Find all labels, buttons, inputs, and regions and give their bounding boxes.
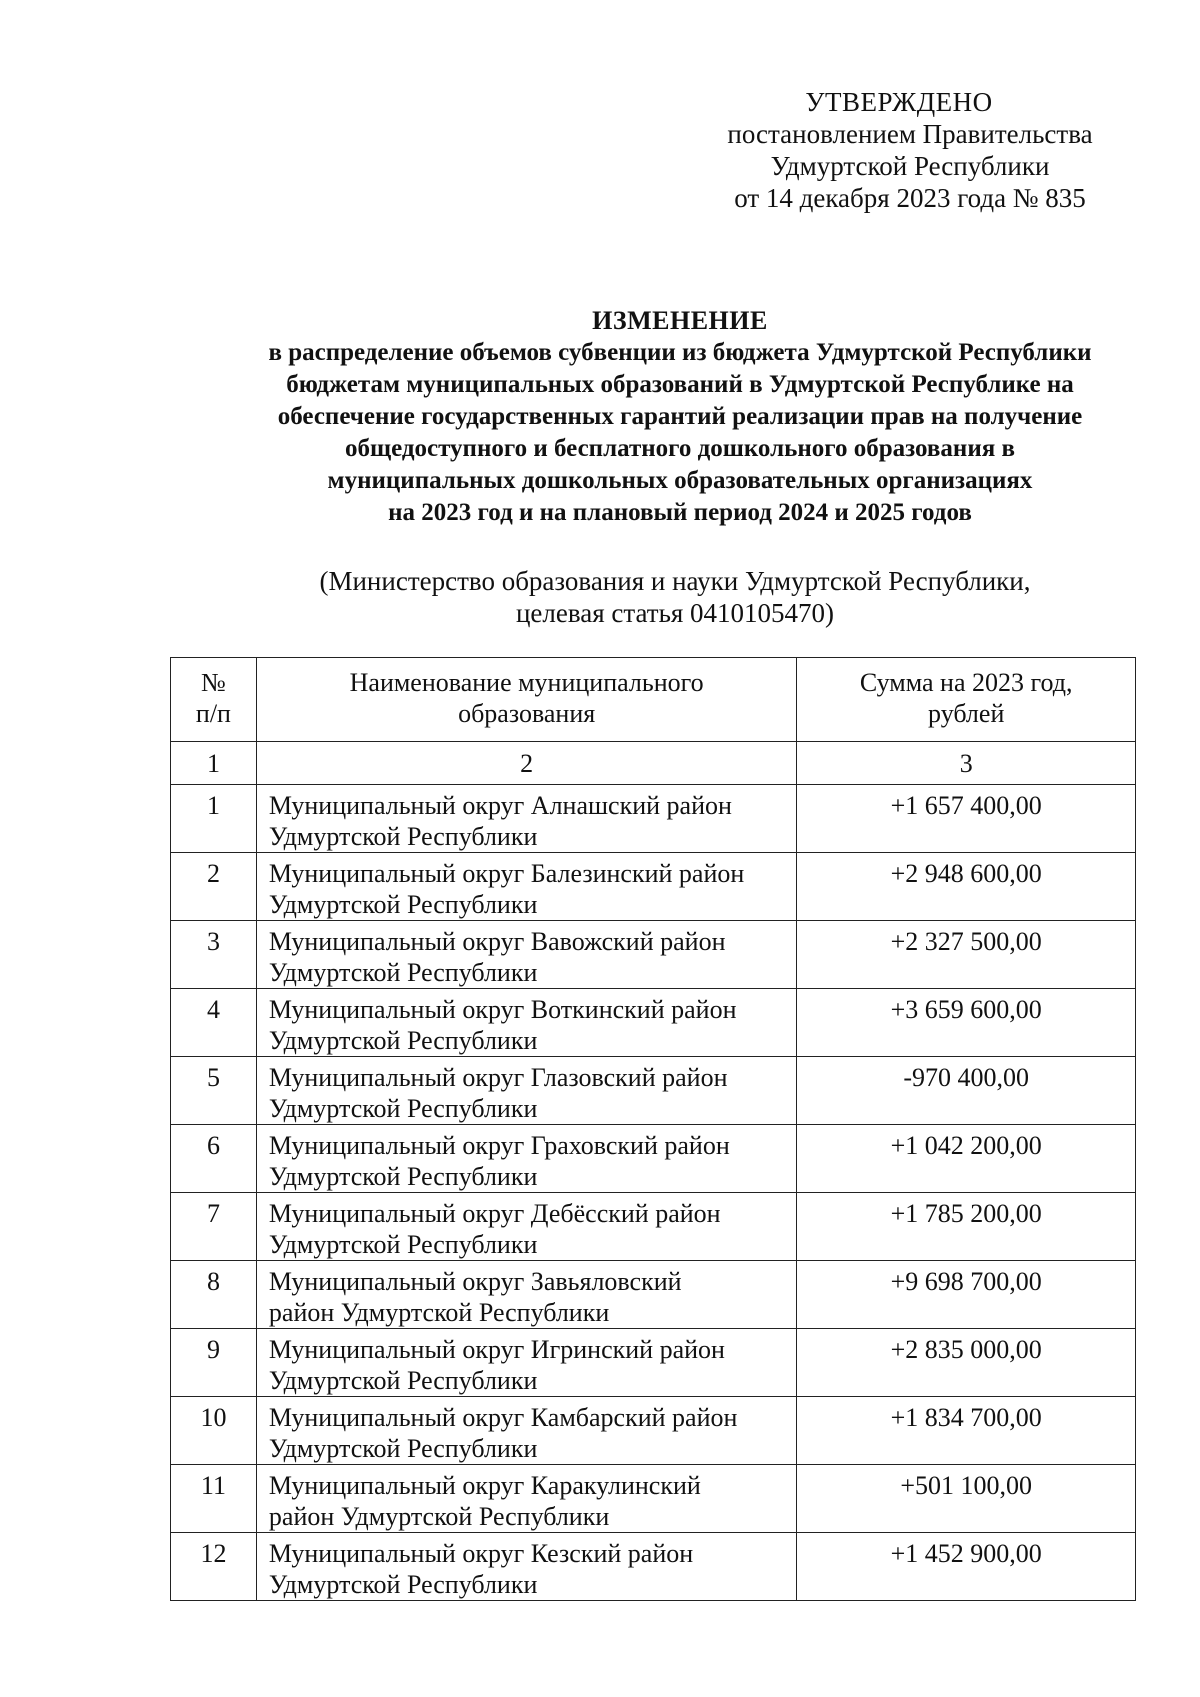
row-number: 2	[171, 853, 257, 921]
header-sum-line-1: Сумма на 2023 год,	[859, 668, 1073, 697]
row-number: 1	[171, 785, 257, 853]
subvention-amount: +2 948 600,00	[797, 853, 1136, 921]
title-line: обеспечение государственных гарантий реализации прав на получение	[277, 403, 1083, 430]
table-row	[171, 1057, 1136, 1125]
table-row	[171, 921, 1136, 989]
title-heading: ИЗМЕНЕНИЕ	[592, 306, 768, 335]
table-row	[171, 1125, 1136, 1193]
municipality-name	[256, 1057, 796, 1125]
table-row	[171, 1261, 1136, 1329]
municipality-name-line-2: Удмуртской Республики	[268, 1366, 538, 1395]
table-header-row	[171, 658, 1136, 742]
header-sum-line-2: рублей	[928, 699, 1005, 728]
municipality-name-line-1: Муниципальный округ Завьяловский	[268, 1267, 682, 1296]
subvention-table	[170, 657, 1136, 1601]
subvention-amount: +501 100,00	[797, 1465, 1136, 1533]
municipality-name-line-1: Муниципальный округ Дебёсский район	[268, 1199, 721, 1228]
municipality-name-line-2: Удмуртской Республики	[268, 1230, 538, 1259]
approval-stamp-title: УТВЕРЖДЕНО	[805, 87, 993, 117]
municipality-name	[256, 989, 796, 1057]
header-number-line-2: п/п	[195, 699, 231, 728]
row-number: 5	[171, 1057, 257, 1125]
column-number: 1	[171, 742, 257, 785]
municipality-name	[256, 785, 796, 853]
table-row	[171, 1193, 1136, 1261]
row-number: 4	[171, 989, 257, 1057]
approval-line-3: от 14 декабря 2023 года № 835	[734, 183, 1086, 213]
municipality-name-line-1: Муниципальный округ Камбарский район	[268, 1403, 738, 1432]
column-number: 3	[797, 742, 1136, 785]
title-line: на 2023 год и на плановый период 2024 и 2025 годов	[388, 499, 972, 526]
table-row	[171, 853, 1136, 921]
municipality-name-line-1: Муниципальный округ Балезинский район	[268, 859, 745, 888]
municipality-name-line-2: Удмуртской Республики	[268, 1570, 538, 1599]
table-row	[171, 1533, 1136, 1601]
municipality-name-line-1: Муниципальный округ Глазовский район	[268, 1063, 728, 1092]
subvention-amount: +1 042 200,00	[797, 1125, 1136, 1193]
municipality-name-line-2: район Удмуртской Республики	[268, 1298, 610, 1327]
municipality-name-line-2: Удмуртской Республики	[268, 822, 538, 851]
municipality-name	[256, 1261, 796, 1329]
header-number-line-1: №	[201, 668, 226, 697]
municipality-name-line-1: Муниципальный округ Каракулинский	[268, 1471, 701, 1500]
subvention-amount: +3 659 600,00	[797, 989, 1136, 1057]
row-number: 12	[171, 1533, 257, 1601]
municipality-name-line-1: Муниципальный округ Граховский район	[268, 1131, 730, 1160]
table-row	[171, 785, 1136, 853]
table-row	[171, 1397, 1136, 1465]
municipality-name-line-2: Удмуртской Республики	[268, 1162, 538, 1191]
subvention-amount: +2 835 000,00	[797, 1329, 1136, 1397]
municipality-name	[256, 1329, 796, 1397]
title-line: бюджетам муниципальных образований в Удмуртской Республике на	[286, 371, 1074, 398]
subvention-amount: +2 327 500,00	[797, 921, 1136, 989]
table-row	[171, 989, 1136, 1057]
header-sum	[797, 658, 1136, 742]
municipality-name	[256, 853, 796, 921]
municipality-name-line-1: Муниципальный округ Игринский район	[268, 1335, 725, 1364]
subvention-amount: +1 834 700,00	[797, 1397, 1136, 1465]
row-number: 8	[171, 1261, 257, 1329]
municipality-name	[256, 1465, 796, 1533]
municipality-name-line-2: район Удмуртской Республики	[268, 1502, 610, 1531]
row-number: 11	[171, 1465, 257, 1533]
header-name-line-1: Наименование муниципального	[349, 668, 704, 697]
header-number	[171, 658, 257, 742]
table-row	[171, 1465, 1136, 1533]
subvention-amount: -970 400,00	[797, 1057, 1136, 1125]
municipality-name	[256, 1193, 796, 1261]
municipality-name	[256, 1125, 796, 1193]
table-row	[171, 1329, 1136, 1397]
approval-line-1: постановлением Правительства	[727, 119, 1093, 149]
header-name-line-2: образования	[458, 699, 596, 728]
row-number: 9	[171, 1329, 257, 1397]
approval-block	[700, 86, 1120, 214]
subvention-amount: +1 785 200,00	[797, 1193, 1136, 1261]
municipality-name	[256, 1397, 796, 1465]
ministry-line-1: (Министерство образования и науки Удмуртской Республики,	[319, 566, 1031, 596]
municipality-name	[256, 1533, 796, 1601]
header-name	[256, 658, 796, 742]
subvention-amount: +9 698 700,00	[797, 1261, 1136, 1329]
subvention-amount: +1 452 900,00	[797, 1533, 1136, 1601]
subvention-amount: +1 657 400,00	[797, 785, 1136, 853]
title-line: в распределение объемов субвенции из бюджета Удмуртской Республики	[268, 339, 1092, 366]
municipality-name-line-1: Муниципальный округ Вавожский район	[268, 927, 726, 956]
municipality-name-line-2: Удмуртской Республики	[268, 1094, 538, 1123]
municipality-name-line-1: Муниципальный округ Кезский район	[268, 1539, 694, 1568]
row-number: 7	[171, 1193, 257, 1261]
municipality-name-line-1: Муниципальный округ Алнашский район	[268, 791, 732, 820]
row-number: 6	[171, 1125, 257, 1193]
title-line: муниципальных дошкольных образовательных организациях	[327, 467, 1033, 494]
municipality-name	[256, 921, 796, 989]
row-number: 3	[171, 921, 257, 989]
municipality-name-line-2: Удмуртской Республики	[268, 958, 538, 987]
row-number: 10	[171, 1397, 257, 1465]
municipality-name-line-2: Удмуртской Республики	[268, 1026, 538, 1055]
approval-line-2: Удмуртской Республики	[770, 151, 1050, 181]
ministry-note	[140, 565, 1180, 629]
municipality-name-line-1: Муниципальный округ Воткинский район	[268, 995, 737, 1024]
municipality-name-line-2: Удмуртской Республики	[268, 890, 538, 919]
title-line: общедоступного и бесплатного дошкольного образования в	[344, 435, 1016, 462]
ministry-line-2: целевая статья 0410105470)	[515, 598, 835, 628]
document-title	[140, 305, 1180, 529]
municipality-name-line-2: Удмуртской Республики	[268, 1434, 538, 1463]
column-number-row	[171, 742, 1136, 785]
column-number: 2	[256, 742, 796, 785]
